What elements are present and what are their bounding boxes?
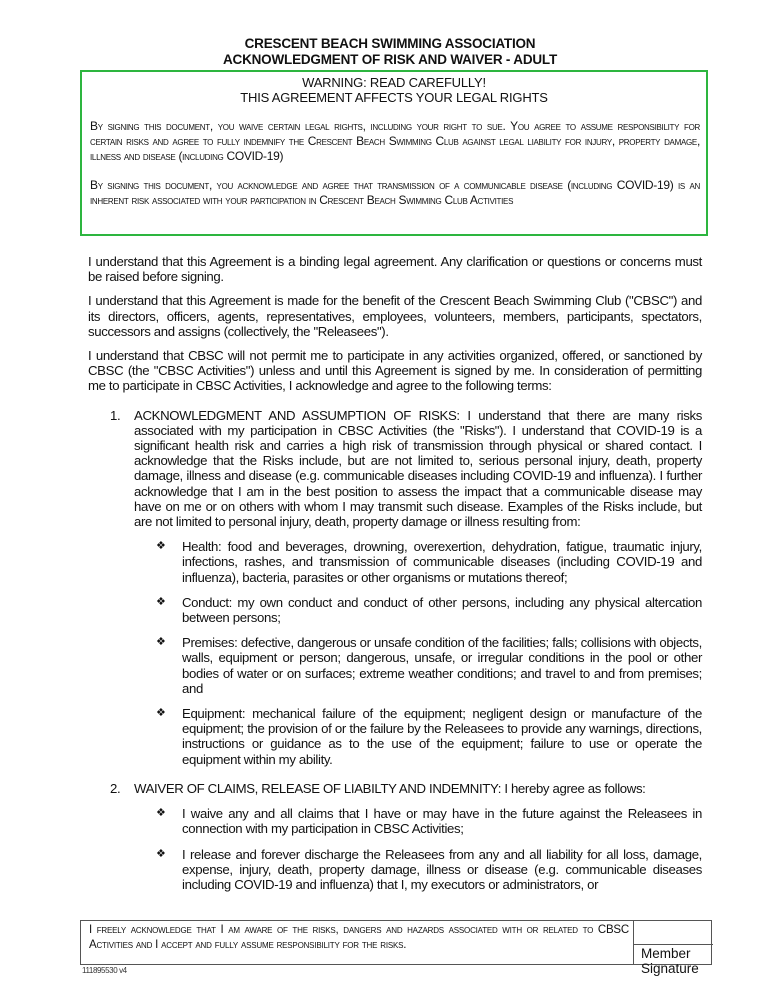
risk-item-premises [88, 635, 702, 696]
diamond-bullet-icon: ❖ [156, 707, 166, 720]
waiver-item-release [88, 847, 702, 893]
risk-item-conduct [88, 595, 702, 625]
bullet-text: I waive any and all claims that I have or may have in the future against the Releasees in connection with my participation in CBSC Activities; [182, 806, 702, 837]
risk-item-health [88, 539, 702, 585]
paragraph-binding: I understand that this Agreement is a binding legal agreement. Any clarification or questions or concerns must be raised before signing. [88, 254, 702, 285]
clause-number: 1. [110, 407, 121, 423]
acknowledgment-text: I freely acknowledge that I am aware of the risks, dangers and hazards associated with or related to CBSC Activities and I accept and fully assume responsibility for the risks. [89, 924, 629, 951]
warning-paragraph-2: By signing this document, you acknowledge and agree that transmission of a communicable disease (including COVID-19) is an inherent risk associated with your participation in Crescent Beach Swimming Club Activities [90, 178, 700, 207]
agreement-body [88, 254, 702, 900]
paragraph-releasees: I understand that this Agreement is made for the benefit of the Crescent Beach Swimming Club ("CBSC") and its directors, officers, agents, representatives, employees, volunteers, members, participants, spectators, successors and assigns (collectively, the "Releasees"). [88, 293, 702, 339]
document-title: ACKNOWLEDGMENT OF RISK AND WAIVER - ADULT [222, 52, 558, 67]
document-id: 111895530 v4 [82, 966, 127, 975]
signature-line[interactable] [633, 944, 713, 945]
paragraph-activities: I understand that CBSC will not permit me to participate in any activities organized, offered, or sanctioned by CBSC (the "CBSC Activities") unless and until this Agreement is signed by me. In consideration of permitting me to participate in CBSC Activities, I acknowledge and agree to the following terms: [88, 348, 702, 394]
warning-line-2: THIS AGREEMENT AFFECTS YOUR LEGAL RIGHTS [240, 90, 548, 105]
risk-item-equipment [88, 706, 702, 767]
diamond-bullet-icon: ❖ [156, 636, 166, 649]
diamond-bullet-icon: ❖ [156, 540, 166, 553]
waiver-item-claims [88, 806, 702, 836]
signature-divider [633, 921, 634, 965]
clause-1 [88, 408, 702, 530]
clause-2 [88, 781, 702, 796]
warning-line-1: WARNING: READ CAREFULLY! [302, 75, 486, 90]
diamond-bullet-icon: ❖ [156, 595, 166, 608]
org-name: CRESCENT BEACH SWIMMING ASSOCIATION [244, 36, 536, 51]
clause-text: WAIVER OF CLAIMS, RELEASE OF LIABILTY AND INDEMNITY: I hereby agree as follows: [134, 780, 646, 796]
document-header [0, 36, 780, 68]
warning-paragraph-1: By signing this document, you waive certain legal rights, including your right to sue. You agree to assume responsibility for certain risks and agree to fully indemnify the Crescent Beach Swimming Club against legal liability for injury, property damage, illness and disease (including COVID-19) [90, 119, 700, 163]
bullet-text: I release and forever discharge the Releasees from any and all liability for all loss, damage, expense, injury, death, property damage, illness or disease (e.g. communicable diseases including COVID-19 and influenza) that I, my executors or administrators, or [182, 846, 702, 892]
warning-box [80, 70, 708, 236]
clause-number: 2. [110, 780, 121, 796]
bullet-text: Health: food and beverages, drowning, overexertion, dehydration, fatigue, traumatic injury, infections, rashes, and transmission of communicable diseases (including COVID-19 and influenza), bacteria, parasites or other organisms or mutations thereof; [182, 539, 702, 585]
member-signature-label: Member Signature [641, 946, 699, 976]
bullet-text: Premises: defective, dangerous or unsafe condition of the facilities; falls; collisions with objects, walls, equipment or person; dangerous, unsafe, or irregular conditions in the pool or other bodies of water or on surfaces; extreme weather conditions; and travel to and from premises; and [182, 635, 702, 696]
bullet-text: Equipment: mechanical failure of the equipment; negligent design or manufacture of the equipment; the provision of or the failure by the Releasees to provide any warnings, directions, instructions or guidance as to the use of the equipment; failure to use or operate the equipment within my ability. [182, 706, 702, 767]
diamond-bullet-icon: ❖ [156, 847, 166, 860]
diamond-bullet-icon: ❖ [156, 807, 166, 820]
warning-heading [82, 75, 706, 105]
clause-text: ACKNOWLEDGMENT AND ASSUMPTION OF RISKS: I understand that there are many risks associated with my participation in CBSC Activities (the "Risks"). I understand that COVID-19 is a significant health risk and carries a high risk of transmission through physical or shared contact. I acknowledge that the Risks include, but are not limited to, serious personal injury, death, property damage, illness and disease (e.g. communicable diseases including COVID-19 and influenza). I further acknowledge that I am in the best position to assess the impact that a communicable disease may have on me or on others with whom I may transmit such disease. Examples of the Risks include, but are not limited to personal injury, death, property damage or illness resulting from: [134, 407, 702, 530]
bullet-text: Conduct: my own conduct and conduct of other persons, including any physical altercation between persons; [182, 594, 702, 626]
